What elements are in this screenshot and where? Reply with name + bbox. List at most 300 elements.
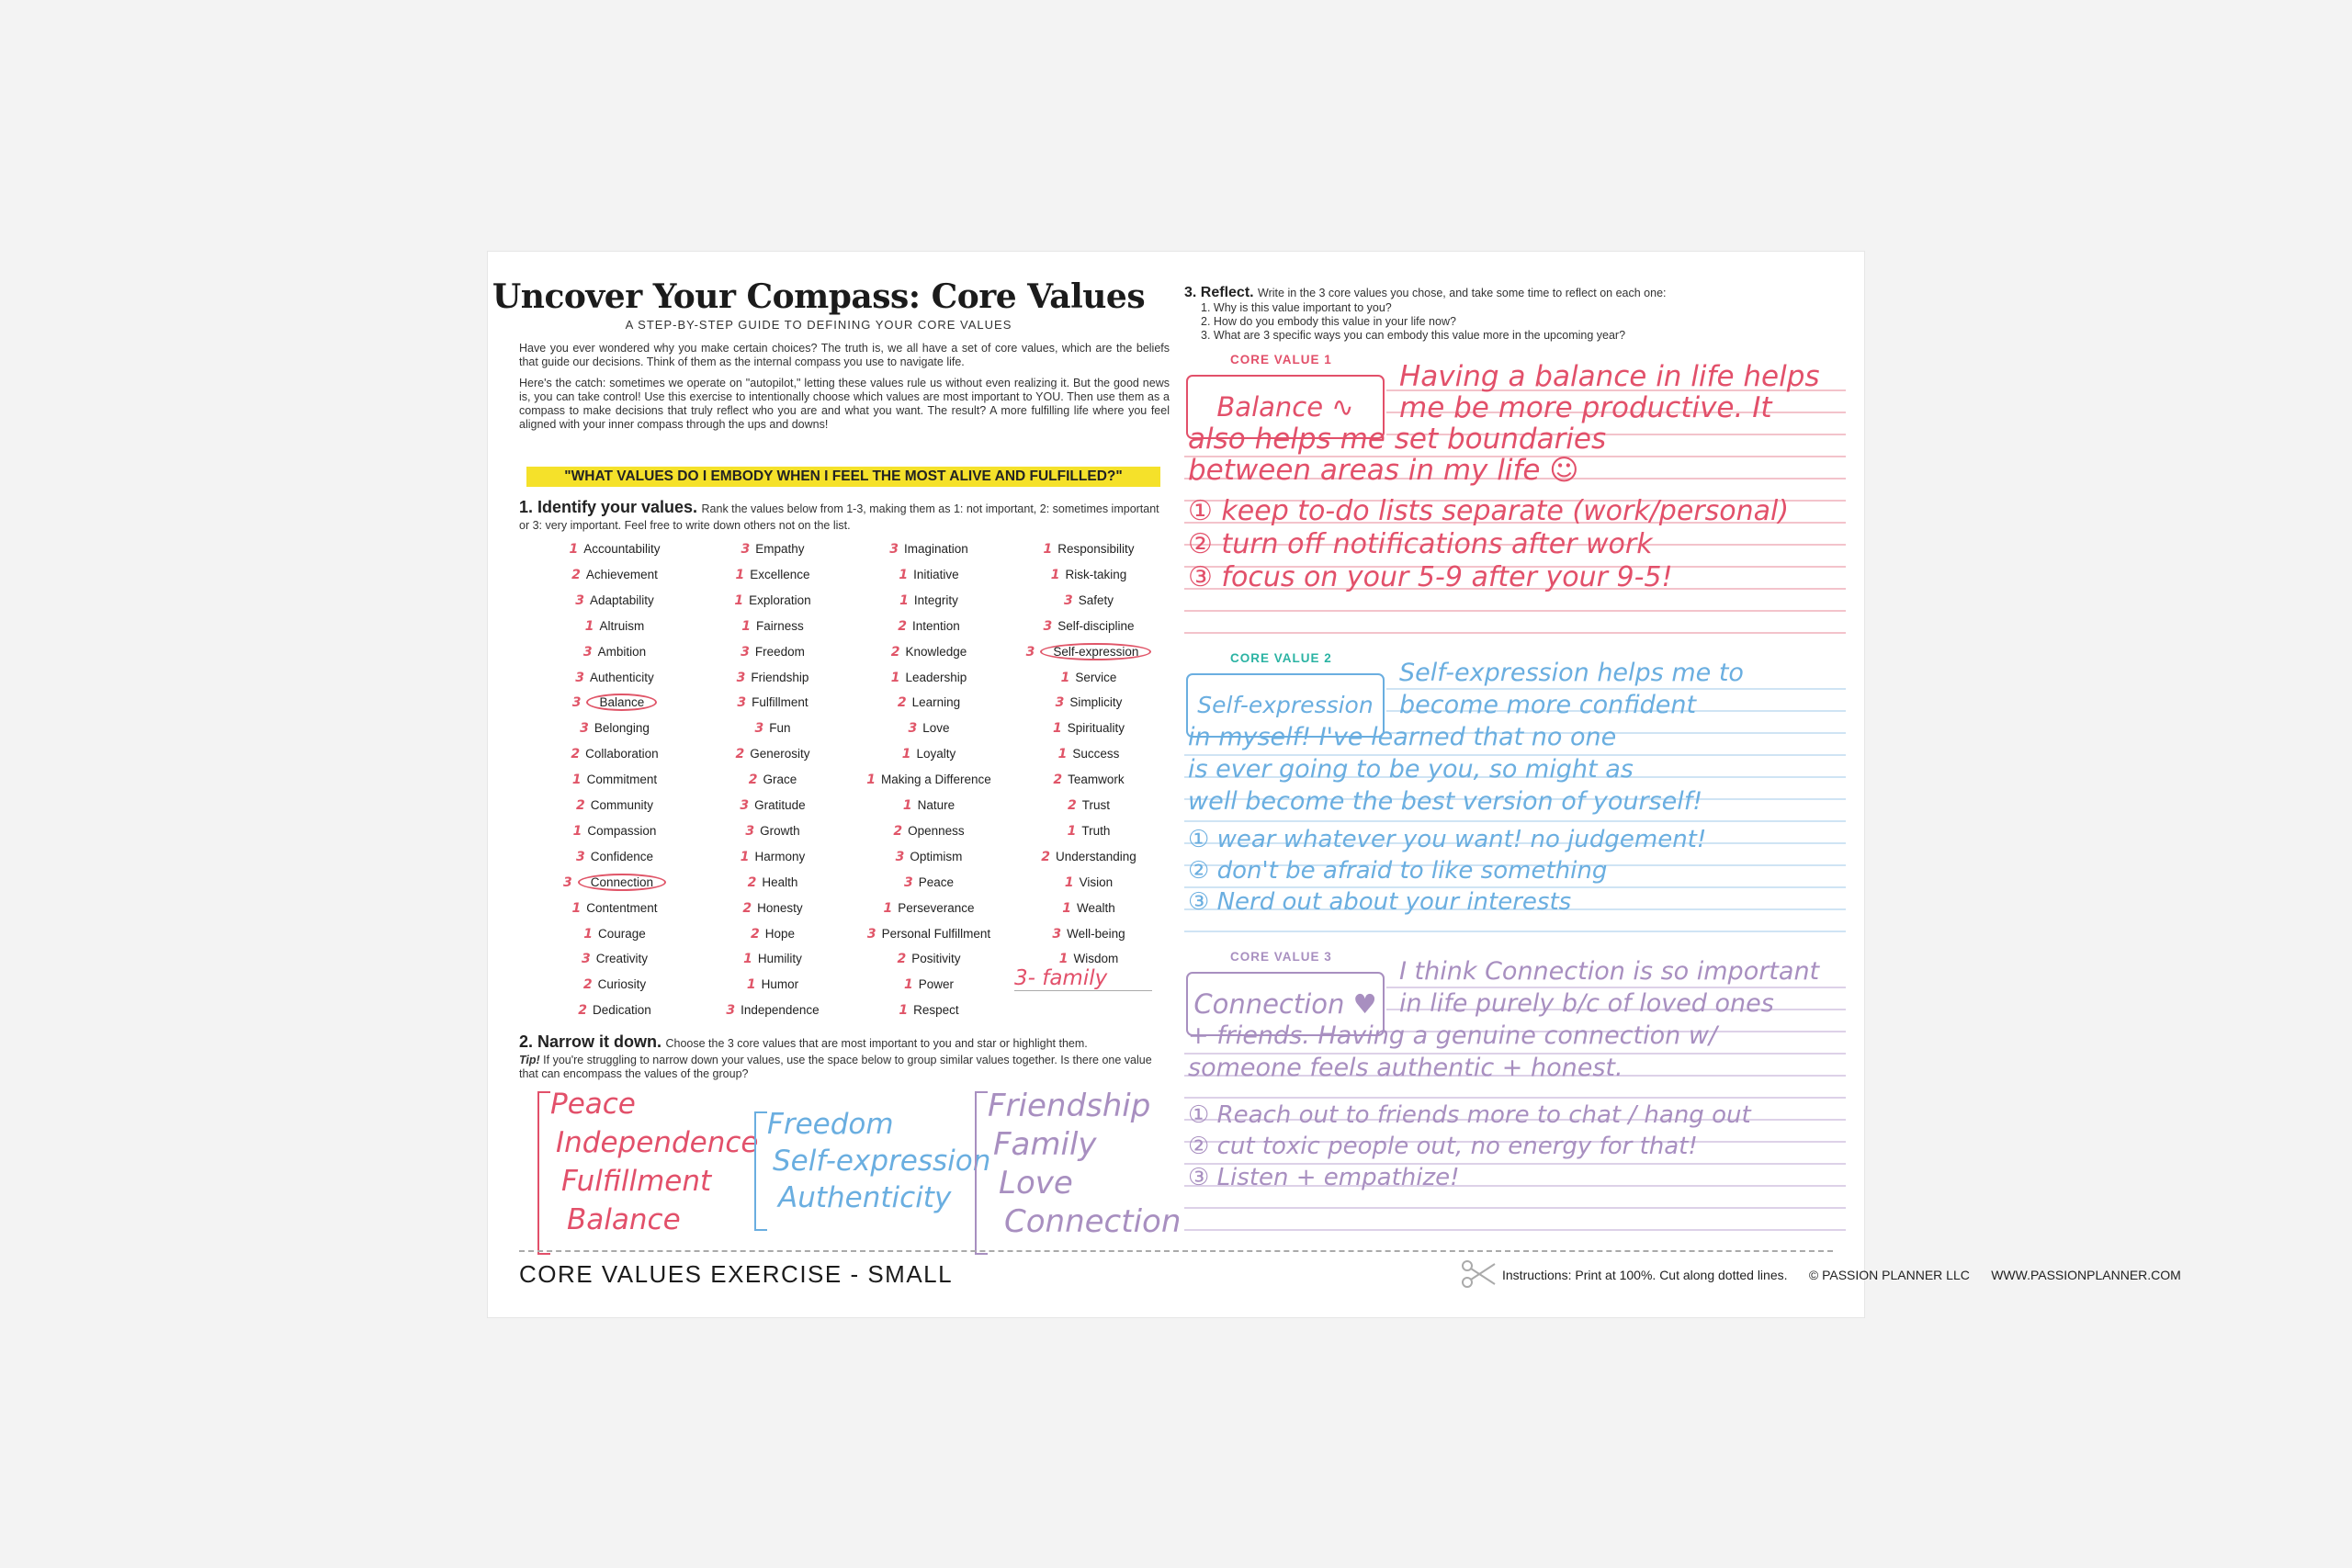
- value-name: Ambition: [597, 644, 647, 659]
- reflection-line: in myself! I've learned that no one: [1188, 723, 1617, 751]
- value-item: [541, 818, 688, 844]
- group-item: Connection: [1004, 1203, 1182, 1240]
- value-rank: 3: [745, 823, 755, 839]
- ruled-line: [1184, 820, 1846, 822]
- value-rank: 1: [1058, 952, 1069, 967]
- action-line: ① keep to-do lists separate (work/personal): [1188, 495, 1790, 527]
- value-item: [699, 921, 846, 947]
- value-item: [855, 716, 1002, 741]
- value-rank: 1: [583, 926, 593, 942]
- value-rank: 3: [571, 695, 582, 711]
- value-item: [541, 793, 688, 818]
- value-rank: 1: [901, 747, 911, 762]
- step3-block: [1184, 285, 1846, 343]
- value-name: Well-being: [1067, 926, 1125, 941]
- value-name: Initiative: [913, 567, 959, 581]
- value-item: [541, 870, 688, 896]
- value-item: [541, 844, 688, 870]
- group-item: Friendship: [988, 1088, 1151, 1124]
- core-values-section: [1184, 353, 1846, 1244]
- value-name: Risk-taking: [1065, 567, 1127, 581]
- value-item: [541, 690, 688, 716]
- value-item: [855, 972, 1002, 998]
- value-name: Commitment: [586, 773, 658, 787]
- value-name: Harmony: [754, 849, 806, 863]
- value-name: Safety: [1078, 592, 1114, 607]
- action-line: ① wear whatever you want! no judgement!: [1188, 826, 1707, 853]
- values-list: [488, 536, 1186, 1032]
- tip-text: If you're struggling to narrow down your values, use the space below to group similar values together. Is there one value that can encompass the values of the group?: [519, 1054, 1152, 1080]
- value-name: Friendship: [751, 670, 809, 684]
- value-rank: 3: [726, 1003, 736, 1019]
- value-item: [699, 614, 846, 639]
- value-item: [541, 896, 688, 921]
- core-value-box: Connection ♥: [1186, 972, 1385, 1036]
- value-name: Love: [922, 721, 950, 736]
- value-name: Grace: [763, 773, 797, 787]
- intro-paragraph-2: Here's the catch: sometimes we operate on "autopilot," letting these values rule us without even realizing it. But the good news is, you can take control! Use this exercise to intentionally choose which values are most important to YOU. Then use them as a compass to make decisions that truly reflect who you are and what you want. The result? A more fulfilling life where you feel aligned with your inner compass through the ups and downs!: [519, 377, 1170, 431]
- value-item: [541, 921, 688, 947]
- ruled-line: [1386, 688, 1846, 690]
- step3-question: 1. Why is this value important to you?: [1201, 301, 1392, 314]
- reflection-line: also helps me set boundaries: [1188, 423, 1607, 456]
- value-rank: 1: [740, 849, 750, 864]
- value-item: [855, 896, 1002, 921]
- value-name: Freedom: [754, 644, 805, 659]
- value-name: Honesty: [757, 900, 803, 915]
- action-line: ② cut toxic people out, no energy for that!: [1188, 1133, 1698, 1160]
- value-rank: 2: [897, 952, 907, 967]
- value-item: [1015, 690, 1162, 716]
- value-item: [855, 588, 1002, 614]
- value-item: [855, 639, 1002, 665]
- value-name: Imagination: [903, 542, 968, 556]
- step3-heading: 3. Reflect.: [1184, 285, 1254, 300]
- value-name: Connection: [578, 874, 666, 891]
- value-name: Achievement: [585, 567, 658, 581]
- value-name: Self-expression: [1040, 643, 1151, 660]
- value-rank: 1: [1057, 747, 1068, 762]
- value-rank: 3: [740, 798, 750, 813]
- value-name: Health: [762, 874, 798, 889]
- step2-heading: 2. Narrow it down.: [519, 1032, 662, 1051]
- value-rank: 1: [899, 1003, 909, 1019]
- value-name: Fulfillment: [752, 695, 808, 710]
- value-name: Excellence: [750, 567, 810, 581]
- value-name: Power: [918, 977, 954, 992]
- highlight-question: "WHAT VALUES DO I EMBODY WHEN I FEEL THE MOST ALIVE AND FULFILLED?": [526, 467, 1160, 487]
- value-rank: 2: [898, 618, 907, 634]
- value-name: Openness: [908, 823, 965, 838]
- value-rank: 1: [902, 798, 912, 813]
- value-rank: 3: [754, 721, 764, 737]
- value-rank: 1: [1060, 670, 1070, 685]
- value-name: Truth: [1081, 823, 1111, 838]
- step1-block: [519, 498, 1171, 534]
- value-rank: 3: [1055, 695, 1065, 711]
- value-name: Courage: [597, 926, 646, 941]
- value-rank: 2: [748, 773, 758, 788]
- value-rank: 2: [893, 823, 903, 839]
- value-item: [1015, 767, 1162, 793]
- reflection-line: I think Connection is so important: [1399, 957, 1820, 986]
- value-name: Curiosity: [597, 977, 647, 992]
- value-rank: 1: [1050, 567, 1060, 582]
- reflection-line: me be more productive. It: [1399, 391, 1772, 424]
- group-item: Love: [999, 1165, 1073, 1201]
- value-item: [1015, 921, 1162, 947]
- value-rank: 1: [735, 567, 745, 582]
- value-item: [1015, 614, 1162, 639]
- reflection-line: in life purely b/c of loved ones: [1399, 989, 1774, 1018]
- value-rank: 1: [734, 592, 744, 608]
- value-item: [699, 896, 846, 921]
- value-item: [1015, 844, 1162, 870]
- written-value: 3- family: [1014, 966, 1152, 991]
- value-item: [855, 793, 1002, 818]
- value-rank: 3: [908, 721, 918, 737]
- step1-text: Rank the values below from 1-3, making them as 1: not important, 2: sometimes important or 3: very important. Feel free to write down others not on the list.: [519, 502, 1159, 532]
- value-rank: 3: [895, 849, 905, 864]
- action-line: ③ Listen + empathize!: [1188, 1164, 1460, 1191]
- value-rank: 2: [571, 747, 581, 762]
- reflection-line: is ever going to be you, so might as: [1188, 755, 1634, 784]
- value-item: [699, 767, 846, 793]
- scissors-icon: [1460, 1258, 1497, 1294]
- value-rank: 2: [1041, 849, 1050, 864]
- value-item: [855, 614, 1002, 639]
- footer-copyright: © PASSION PLANNER LLC: [1808, 1268, 1970, 1282]
- value-name: Making a Difference: [880, 773, 991, 787]
- value-name: Altruism: [599, 618, 645, 633]
- value-item: [1015, 665, 1162, 691]
- value-rank: 1: [1062, 900, 1071, 916]
- group-bracket: [537, 1091, 550, 1255]
- value-name: Perseverance: [898, 900, 975, 915]
- value-rank: 2: [735, 747, 745, 762]
- ruled-line: [1184, 610, 1846, 612]
- value-name: Growth: [760, 823, 800, 838]
- value-rank: 2: [571, 567, 581, 582]
- group-item: Peace: [550, 1088, 636, 1121]
- value-name: Generosity: [750, 747, 810, 761]
- footer-instructions: Instructions: Print at 100%. Cut along dotted lines.: [1502, 1268, 1788, 1282]
- page-subtitle: A STEP-BY-STEP GUIDE TO DEFINING YOUR CORE VALUES: [625, 318, 1012, 332]
- value-item: [699, 972, 846, 998]
- step1-heading: 1. Identify your values.: [519, 498, 698, 516]
- group-item: Freedom: [767, 1108, 894, 1141]
- value-rank: 1: [899, 567, 909, 582]
- value-rank: 2: [747, 874, 757, 890]
- value-rank: 1: [743, 952, 752, 967]
- value-item: [541, 716, 688, 741]
- value-rank: 3: [581, 952, 591, 967]
- value-item: [699, 665, 846, 691]
- group-item: Fulfillment: [561, 1165, 712, 1198]
- page-title: Uncover Your Compass: Core Values: [492, 277, 1146, 316]
- value-name: Empathy: [755, 542, 805, 556]
- value-item: [855, 921, 1002, 947]
- value-item: [855, 767, 1002, 793]
- value-rank: 3: [575, 592, 584, 608]
- value-item: [1015, 818, 1162, 844]
- group-item: Self-expression: [773, 1145, 991, 1178]
- footer-website[interactable]: WWW.PASSIONPLANNER.COM: [1991, 1268, 2181, 1282]
- value-item: [1015, 716, 1162, 741]
- group-item: Family: [993, 1126, 1097, 1163]
- cut-line: [519, 1250, 1833, 1252]
- value-item: [699, 741, 846, 767]
- intro-paragraph-1: Have you ever wondered why you make certain choices? The truth is, we all have a set of core values, which are the beliefs that guide our decisions. Think of them as the internal compass you use to navigate life.: [519, 342, 1170, 368]
- value-item: [855, 741, 1002, 767]
- value-rank: 1: [1043, 542, 1053, 557]
- value-item: [1015, 562, 1162, 588]
- reflection-line: between areas in my life ☺: [1188, 454, 1579, 487]
- step2-block: [519, 1032, 1171, 1081]
- value-rank: 1: [866, 773, 876, 788]
- value-name: Intention: [911, 618, 960, 633]
- ruled-line: [1184, 931, 1846, 932]
- value-item: [541, 562, 688, 588]
- value-item: [699, 690, 846, 716]
- value-name: Exploration: [749, 592, 811, 607]
- value-item: [1015, 793, 1162, 818]
- value-item: [855, 665, 1002, 691]
- value-item: [855, 818, 1002, 844]
- ruled-line: [1184, 1229, 1846, 1231]
- value-rank: 3: [1052, 926, 1062, 942]
- action-line: ① Reach out to friends more to chat / hang out: [1188, 1101, 1751, 1129]
- value-rank: 1: [1067, 823, 1077, 839]
- group-bracket: [754, 1111, 767, 1231]
- value-name: Adaptability: [589, 592, 654, 607]
- value-rank: 3: [580, 721, 589, 737]
- value-item: [1015, 588, 1162, 614]
- group-item: Independence: [556, 1126, 759, 1159]
- action-line: ③ Nerd out about your interests: [1188, 888, 1572, 916]
- value-item: [699, 946, 846, 972]
- value-rank: 1: [903, 977, 913, 993]
- value-name: Accountability: [583, 542, 661, 556]
- value-rank: 2: [897, 695, 907, 711]
- value-item: [699, 870, 846, 896]
- value-name: Service: [1075, 670, 1117, 684]
- value-rank: 2: [1053, 773, 1063, 788]
- action-line: ② don't be afraid to like something: [1188, 857, 1608, 885]
- value-item: [541, 665, 688, 691]
- group-item: Authenticity: [778, 1181, 952, 1214]
- value-name: Loyalty: [916, 747, 956, 761]
- value-item: [699, 793, 846, 818]
- reflection-line: Having a balance in life helps: [1399, 360, 1820, 393]
- tip-label: Tip!: [519, 1054, 540, 1066]
- value-rank: 1: [883, 900, 893, 916]
- value-name: Creativity: [595, 952, 648, 966]
- value-name: Personal Fulfillment: [881, 926, 991, 941]
- value-name: Wisdom: [1073, 952, 1119, 966]
- value-item: [699, 562, 846, 588]
- value-item: [541, 998, 688, 1023]
- value-item: [1015, 870, 1162, 896]
- core-value-label: CORE VALUE 2: [1230, 651, 1332, 665]
- value-name: Vision: [1079, 874, 1114, 889]
- value-rank: 1: [746, 977, 756, 993]
- value-name: Gratitude: [754, 798, 806, 812]
- value-rank: 3: [866, 926, 876, 942]
- ruled-line: [1184, 1097, 1846, 1099]
- value-name: Learning: [911, 695, 961, 710]
- value-rank: 3: [741, 542, 751, 557]
- value-item: [855, 562, 1002, 588]
- value-item: [699, 818, 846, 844]
- value-rank: 3: [582, 644, 593, 660]
- value-rank: 3: [736, 670, 746, 685]
- ruled-line: [1184, 632, 1846, 634]
- value-name: Spirituality: [1067, 721, 1125, 736]
- value-item: [855, 690, 1002, 716]
- value-name: Humor: [761, 977, 799, 992]
- value-name: Contentment: [586, 900, 658, 915]
- value-name: Community: [590, 798, 653, 812]
- value-name: Positivity: [911, 952, 961, 966]
- value-name: Authenticity: [589, 670, 654, 684]
- value-name: Balance: [586, 694, 657, 711]
- value-rank: 1: [741, 618, 751, 634]
- value-item: [541, 639, 688, 665]
- value-name: Belonging: [594, 721, 650, 736]
- value-rank: 2: [750, 926, 760, 942]
- reflection-line: + friends. Having a genuine connection w/: [1188, 1021, 1718, 1050]
- value-name: Respect: [913, 1003, 959, 1018]
- value-rank: 1: [571, 773, 582, 788]
- value-item: [855, 998, 1002, 1023]
- value-rank: 1: [569, 542, 579, 557]
- value-rank: 2: [1068, 798, 1077, 813]
- value-name: Fairness: [755, 618, 804, 633]
- value-rank: 1: [572, 823, 582, 839]
- step3-question: 2. How do you embody this value in your life now?: [1201, 315, 1456, 328]
- value-item: [541, 536, 688, 562]
- value-rank: 1: [571, 900, 582, 916]
- value-item: [541, 767, 688, 793]
- value-rank: 3: [1063, 592, 1073, 608]
- value-rank: 3: [575, 849, 585, 864]
- value-name: Independence: [741, 1003, 820, 1018]
- value-item: [699, 998, 846, 1023]
- core-value-box: Balance ∿: [1186, 375, 1385, 439]
- value-rank: 3: [741, 644, 750, 660]
- value-name: Nature: [917, 798, 956, 812]
- value-name: Optimism: [910, 849, 963, 863]
- value-item: [1015, 896, 1162, 921]
- value-name: Self-discipline: [1057, 618, 1135, 633]
- step3-text: Write in the 3 core values you chose, and take some time to reflect on each one:: [1258, 287, 1667, 299]
- value-rank: 3: [889, 542, 899, 557]
- action-line: ② turn off notifications after work: [1188, 528, 1653, 560]
- value-groups: [534, 1088, 1182, 1244]
- value-name: Knowledge: [905, 644, 967, 659]
- ruled-line: [1386, 987, 1846, 988]
- worksheet-page: [488, 252, 2181, 1317]
- value-item: [855, 536, 1002, 562]
- reflection-line: become more confident: [1399, 691, 1697, 719]
- value-item: [699, 716, 846, 741]
- core-value-label: CORE VALUE 3: [1230, 950, 1332, 964]
- reflection-line: well become the best version of yourself!: [1188, 787, 1703, 816]
- value-name: Integrity: [913, 592, 958, 607]
- value-rank: 3: [737, 695, 747, 711]
- value-rank: 2: [578, 1003, 587, 1019]
- footer-title: CORE VALUES EXERCISE - SMALL: [519, 1260, 954, 1288]
- value-name: Teamwork: [1068, 773, 1125, 787]
- value-item: [1015, 536, 1162, 562]
- value-rank: 3: [562, 874, 572, 890]
- value-item: [541, 741, 688, 767]
- action-line: ③ focus on your 5-9 after your 9-5!: [1188, 561, 1673, 593]
- value-name: Understanding: [1055, 849, 1136, 863]
- value-rank: 3: [575, 670, 584, 685]
- value-rank: 2: [575, 798, 585, 813]
- value-name: Humility: [757, 952, 802, 966]
- value-rank: 3: [903, 874, 913, 890]
- reflection-line: someone feels authentic + honest.: [1188, 1054, 1623, 1082]
- value-item: [541, 972, 688, 998]
- core-value-box: Self-expression: [1186, 673, 1385, 738]
- ruled-line: [1184, 1207, 1846, 1209]
- value-name: Collaboration: [585, 747, 659, 761]
- value-rank: 3: [1043, 618, 1053, 634]
- value-name: Fun: [769, 721, 791, 736]
- value-name: Compassion: [587, 823, 657, 838]
- value-name: Trust: [1081, 798, 1110, 812]
- value-name: Dedication: [592, 1003, 651, 1018]
- value-rank: 1: [1064, 874, 1074, 890]
- value-name: Hope: [764, 926, 796, 941]
- value-rank: 1: [1052, 721, 1062, 737]
- value-item: [699, 639, 846, 665]
- value-item: [541, 588, 688, 614]
- value-rank: 2: [742, 900, 752, 916]
- value-item: [699, 536, 846, 562]
- value-rank: 2: [890, 644, 900, 660]
- value-item: [541, 946, 688, 972]
- value-item: [1015, 741, 1162, 767]
- value-item: [699, 844, 846, 870]
- value-name: Simplicity: [1069, 695, 1123, 710]
- step3-question: 3. What are 3 specific ways you can embody this value more in the upcoming year?: [1201, 329, 1626, 342]
- reflection-line: Self-expression helps me to: [1399, 659, 1744, 687]
- value-item: [699, 588, 846, 614]
- group-item: Balance: [567, 1203, 681, 1236]
- value-name: Responsibility: [1057, 542, 1135, 556]
- value-rank: 1: [899, 592, 909, 608]
- value-item: [855, 946, 1002, 972]
- value-name: Success: [1072, 747, 1120, 761]
- footer-info: [1502, 1268, 2181, 1282]
- group-bracket: [975, 1091, 988, 1255]
- value-item: [855, 844, 1002, 870]
- value-item: [1015, 639, 1162, 665]
- value-rank: 3: [1025, 644, 1035, 660]
- value-rank: 2: [582, 977, 593, 993]
- value-rank: 1: [584, 618, 594, 634]
- step2-text: Choose the 3 core values that are most important to you and star or highlight them.: [665, 1037, 1088, 1050]
- value-name: Confidence: [590, 849, 654, 863]
- core-value-label: CORE VALUE 1: [1230, 353, 1332, 367]
- value-name: Peace: [918, 874, 955, 889]
- value-item: [541, 614, 688, 639]
- value-item: [855, 870, 1002, 896]
